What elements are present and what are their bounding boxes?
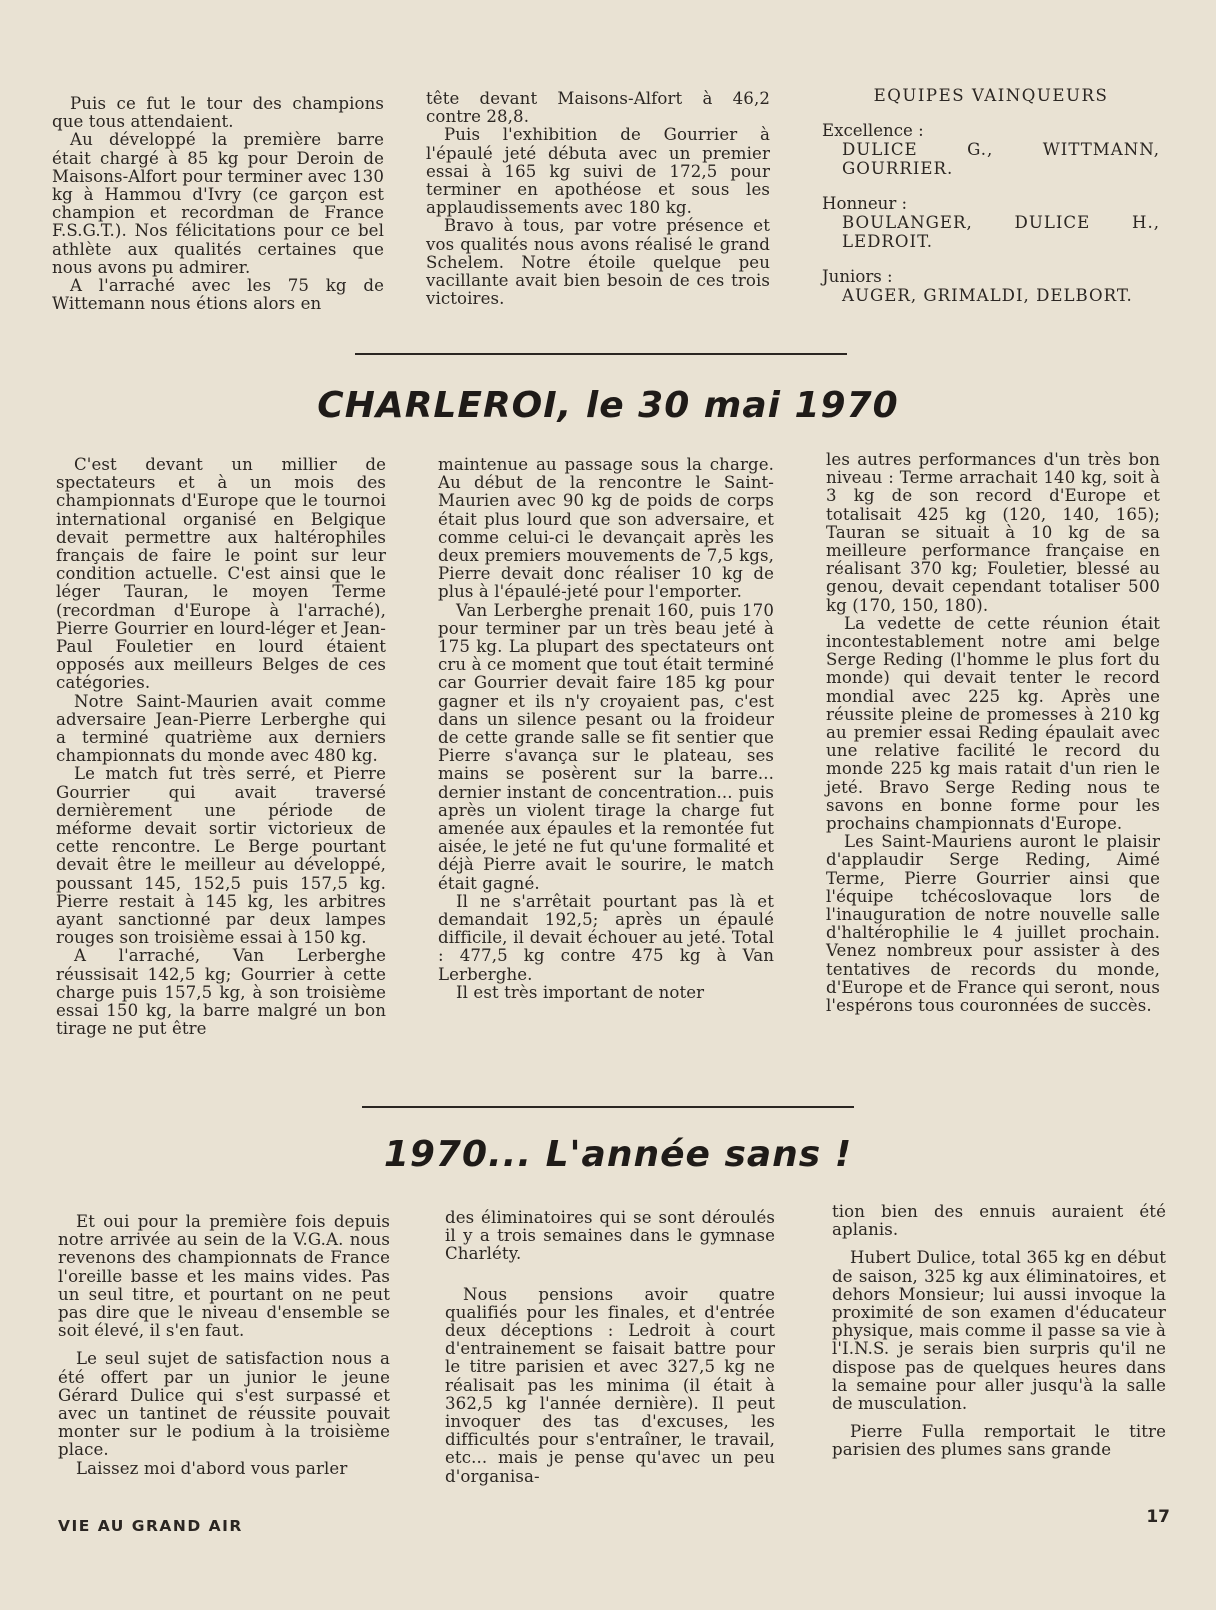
top-article-column-2 — [426, 90, 770, 308]
magazine-name: VIE AU GRAND AIR — [58, 1517, 243, 1535]
winning-teams-title: EQUIPES VAINQUEURS — [873, 86, 1109, 105]
paragraph: les autres performances d'un très bon niveau : Terme arrachait 140 kg, soit à 3 kg de son record d'Europe et totalisait 425 kg (120, 140, 165); Tauran se situait à 10 kg de sa meilleure performance française en réalisant 370 kg; Fouletier, blessé au genou, devait cependant totaliser 500 kg (170, 150, 180). — [826, 450, 1160, 615]
paragraph: Puis ce fut le tour des champions que tous attendaient. — [52, 94, 384, 132]
section-divider — [355, 353, 847, 355]
paragraph: Notre Saint-Maurien avait comme adversaire Jean-Pierre Lerberghe qui a terminé quatrième aux derniers championnats du monde avec 480 kg. — [56, 691, 386, 766]
annee-column-3 — [832, 1203, 1166, 1460]
paragraph: Van Lerberghe prenait 160, puis 170 pour terminer par un très beau jeté à 175 kg. La plupart des spectateurs ont cru à ce moment que tout était terminé car Gourrier devait faire 185 kg pour gagner et ils n'y croyaient pas, c'est dans un silence pesant ou la froideur de cette grande salle se fit sentier que Pierre s'avança sur le plateau, ses mains se posèrent sur la barre... dernier instant de concentration... puis après un violent tirage la charge fut amenée aux épaules et la remontée fut aisée, le jeté ne fut qu'une formalité et déjà Pierre avait le sourire, le match était gagné. — [438, 600, 774, 893]
top-article-column-1 — [52, 95, 384, 313]
charleroi-column-2 — [438, 456, 774, 1002]
paragraph: Nous pensions avoir quatre qualifiés pour les finales, et d'entrée deux déceptions : Ledroit à court d'entrainement se faisait battre pour le titre parisien et avec 327,5 kg ne réalisait pas les minima (il était à 362,5 kg l'année dernière). Il peut invoquer des tas d'excuses, les difficultés pour s'entraîner, le travail, etc... mais je pense qu'avec un peu d'organisa- — [445, 1284, 775, 1486]
annee-headline: 1970... L'année sans ! — [383, 1134, 853, 1175]
charleroi-column-1 — [56, 456, 386, 1039]
paragraph: tion bien des ennuis auraient été aplanis. — [832, 1202, 1166, 1240]
paragraph: C'est devant un millier de spectateurs et à un mois des championnats d'Europe que le tournoi international organisé en Belgique devait permettre aux haltérophiles français de faire le point sur leur condition actuelle. C'est ainsi que le léger Tauran, le moyen Terme (recordman d'Europe à l'arraché), Pierre Gourrier en lourd-léger et Jean-Paul Fouletier en lourd étaient opposés aux meilleurs Belges de ces catégories. — [56, 455, 386, 693]
paragraph: Le seul sujet de satisfaction nous a été offert par un junior le jeune Gérard Dulice qui s'est surpassé et avec un tantinet de réussite pouvait monter sur le podium à la troisième place. — [58, 1349, 390, 1460]
paragraph: A l'arraché avec les 75 kg de Wittemann nous étions alors en — [52, 276, 384, 314]
winning-teams-box — [822, 86, 1160, 321]
page-number: 17 — [1146, 1507, 1170, 1527]
paragraph: Il est très important de noter — [456, 982, 705, 1002]
paragraph: des éliminatoires qui se sont déroulés il y a trois semaines dans le gymnase Charléty. — [445, 1208, 775, 1264]
team-names: AUGER, GRIMALDI, DELBORT. — [842, 286, 1133, 305]
team-names: BOULANGER, DULICE H., LEDROIT. — [842, 213, 1160, 251]
team-names: DULICE G., WITTMANN, GOURRIER. — [842, 140, 1160, 178]
paragraph: Au développé la première barre était chargé à 85 kg pour Deroin de Maisons-Alfort pour terminer avec 130 kg à Hammou d'Ivry (ce garçon est champion et recordman de France F.S.G.T.). Nos félicitations pour ce bel athlète aux qualités certaines que nous avons pu admirer. — [52, 130, 384, 277]
paragraph: Il ne s'arrêtait pourtant pas là et demandait 192,5; après un épaulé difficile, il devait échouer au jeté. Total : 477,5 kg contre 475 kg à Van Lerberghe. — [438, 891, 774, 984]
annee-column-2 — [445, 1209, 775, 1486]
category-label: Juniors : — [822, 267, 893, 286]
category-label: Excellence : — [822, 121, 924, 140]
charleroi-headline: CHARLEROI, le 30 mai 1970 — [317, 385, 899, 426]
paragraph: Les Saint-Mauriens auront le plaisir d'applaudir Serge Reding, Aimé Terme, Pierre Gourrier ainsi que l'équipe tchécoslovaque lors de l'inauguration de notre nouvelle salle d'haltérophilie le 4 juillet prochain. Venez nombreux pour assister à des tentatives de records du monde, d'Europe et de France qui seront, nous l'espérons tous couronnées de succès. — [826, 832, 1160, 1016]
paragraph: Hubert Dulice, total 365 kg en début de saison, 325 kg aux éliminatoires, et dehors Monsieur; lui aussi invoque la proximité de son examen d'éducateur physique, mais comme il passe sa vie à l'I.N.S. je serais bien surpris qu'il ne dispose pas de quelques heures dans la semaine pour aller jusqu'à la salle de musculation. — [832, 1248, 1166, 1414]
section-divider — [362, 1106, 854, 1108]
category-label: Honneur : — [822, 194, 908, 213]
paragraph: Laissez moi d'abord vous parler — [76, 1458, 348, 1478]
paragraph: A l'arraché, Van Lerberghe réussisait 142,5 kg; Gourrier à cette charge puis 157,5 kg, à son troisième essai 150 kg, la barre malgré un bon tirage ne put être — [56, 946, 386, 1039]
paragraph: Bravo à tous, par votre présence et vos qualités nous avons réalisé le grand Schelem. Notre étoile quelque peu vacillante avait bien besoin de ces trois victoires. — [426, 216, 770, 309]
paragraph: Et oui pour la première fois depuis notre arrivée au sein de la V.G.A. nous revenons des championnats de France l'oreille basse et les mains vides. Pas un seul titre, et pourtant on ne peut pas dire que le niveau d'ensemble se soit élevé, il s'en faut. — [58, 1212, 390, 1341]
paragraph: Puis l'exhibition de Gourrier à l'épaulé jeté débuta avec un premier essai à 165 kg suivi de 172,5 pour terminer en apothéose et sous les applaudissements avec 180 kg. — [426, 125, 770, 218]
paragraph: maintenue au passage sous la charge. Au début de la rencontre le Saint-Maurien avec 90 kg de poids de corps était plus lourd que son adversaire, et comme celui-ci le devançait après les deux premiers mouvements de 7,5 kgs, Pierre devait donc réaliser 10 kg de plus à l'épaulé-jeté pour l'emporter. — [438, 455, 774, 602]
charleroi-column-3 — [826, 451, 1160, 1015]
annee-column-1 — [58, 1213, 390, 1478]
paragraph: La vedette de cette réunion était incontestablement notre ami belge Serge Reding (l'homme le plus fort du monde) qui devait tenter le record mondial avec 225 kg. Après une réussite pleine de promesses à 210 kg au premier essai Reding épaulait avec une relative facilité le record du monde 225 kg mais ratait d'un rien le jeté. Bravo Serge Reding nous te savons en bonne forme pour les prochains championnats d'Europe. — [826, 613, 1160, 834]
paragraph: tête devant Maisons-Alfort à 46,2 contre 28,8. — [426, 89, 770, 127]
paragraph: Pierre Fulla remportait le titre parisien des plumes sans grande — [832, 1422, 1166, 1460]
paragraph: Le match fut très serré, et Pierre Gourrier qui avait traversé dernièrement une période de méforme devait sortir victorieux de cette rencontre. Le Berge pourtant devait être le meilleur au développé, poussant 145, 152,5 puis 157,5 kg. Pierre restait à 145 kg, les arbitres ayant sanctionné par deux lampes rouges son troisième essai à 150 kg. — [56, 764, 386, 948]
